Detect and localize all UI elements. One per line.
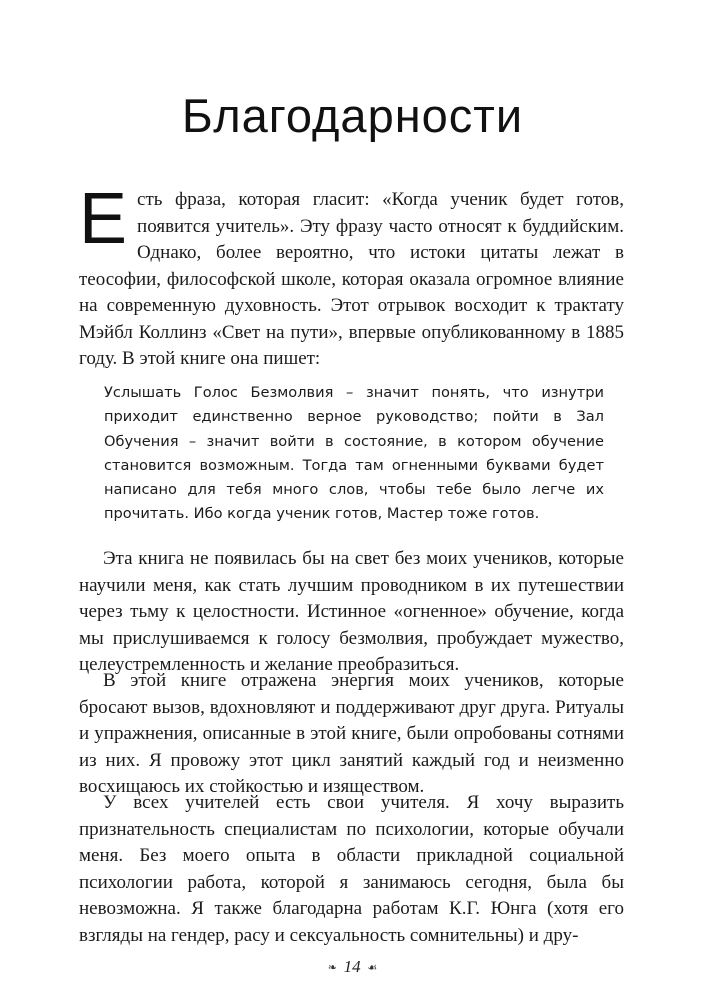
paragraph-teachers: У всех учителей есть свои учителя. Я хочу выразить признательность специалистам по психологии, которые обучали меня. Без моего опыта в области прикладной социальной психологии работа, которой я занимаюсь сегодня, была бы невозможна. Я также благодарна работам К.Г. Юнга (хотя его взгляды на гендер, расу и сексуальность сомнительны) и дру- [79, 792, 624, 946]
page-footer [0, 957, 705, 977]
paragraph-energy: В этой книге отражена энергия моих учеников, которые бросают вызов, вдохновляют и поддерживают друг друга. Ритуалы и упражнения, описанные в этой книге, были опробованы сотнями из них. Я провожу этот цикл занятий каждый год и неизменно восхищаюсь их стойкостью и изяществом. [79, 670, 624, 797]
paragraph-students: Эта книга не появилась бы на свет без моих учеников, которые научили меня, как стать лучшим проводником в их путешествии через тьму к целостности. Истинное «огненное» обучение, когда мы прислушиваемся к голосу безмолвия, пробуждает мужество, целеустремленность и желание преобразиться. [79, 548, 624, 675]
paragraph-intro [79, 179, 624, 373]
ornament-left-icon: ❧ [327, 961, 337, 974]
paragraph-intro-text: сть фраза, которая гласит: «Когда ученик будет готов, появится учитель». Эту фразу часто относят к буддийским. Однако, более вероятно, что истоки цитаты лежат в теософии, философской школе, которая оказала огромное влияние на современную духовность. Этот отрывок восходит к трактату Мэйбл Коллинз «Свет на пути», впервые опубликованному в 1885 году. В этой книге она пишет: [79, 189, 624, 369]
ornament-right-icon: ☙ [367, 961, 378, 974]
page-title: Благодарности [181, 89, 524, 142]
drop-cap: Е [79, 179, 128, 259]
page-number: 14 [343, 957, 361, 976]
block-quote: Услышать Голос Безмолвия – значит понять, что изнутри приходит единственно верное руководство; пойти в Зал Обучения – значит войти в состояние, в котором обучение становится возможным. Тогда там огненными буквами будет написано для тебя много слов, чтобы тебе было легче их прочитать. Ибо когда ученик готов, Мастер тоже готов. [104, 384, 604, 523]
